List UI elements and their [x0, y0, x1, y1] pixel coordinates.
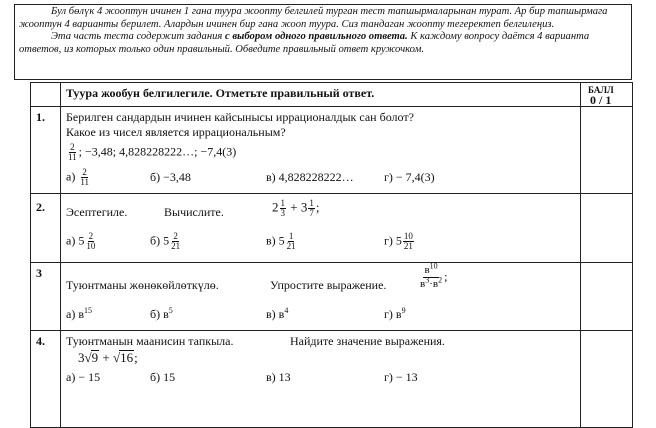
answer-option-b[interactable]: б) 5 $\frac{2}{21}$: [150, 231, 181, 251]
column-divider: [580, 82, 581, 428]
answer-option-a[interactable]: а) $\frac{2}{11}$: [66, 167, 89, 187]
answer-option-b[interactable]: б) $в^5$: [150, 306, 173, 321]
question-number: 2.: [36, 200, 45, 214]
answer-option-d[interactable]: г) − 13: [384, 370, 418, 384]
math-expression: 2 $\frac{1}{3}$ + 3 $\frac{1}{7}$ ;: [272, 198, 320, 218]
math-expression: 3√9 + √16;: [78, 350, 138, 365]
answer-option-d[interactable]: г) − 7,4(3): [384, 170, 435, 184]
instructions-box: [14, 4, 632, 80]
answer-option-c[interactable]: в) 5 $\frac{1}{21}$: [266, 231, 296, 251]
answer-option-d[interactable]: г) $в^9$: [384, 306, 406, 321]
question-text-russian: Упростите выражение.: [270, 278, 387, 292]
table-instruction: Туура жообун белгилегиле. Отметьте правильный ответ.: [66, 86, 375, 100]
question-text-kyrgyz: Эсептегиле.: [66, 205, 128, 219]
question-number: 1.: [36, 110, 45, 124]
fraction: $\frac{2}{11}$: [80, 167, 89, 187]
row-divider: [30, 193, 633, 194]
score-label: БАЛЛ: [588, 85, 614, 95]
number-list: $\frac{2}{11}$ ; −3,48; 4,828228222…; −7,4(3): [68, 142, 237, 162]
question-text-kyrgyz: Берилген сандардын ичинен кайсынысы иррационалдык сан болот?: [66, 110, 414, 124]
question-text-kyrgyz: Туюнтманы жөнөкөйлөткүлө.: [66, 278, 219, 292]
instructions-kyrgyz: Бул бөлүк 4 жооптун ичинен 1 гана туура жоопту белгилей турган тест тапшырмаларынан турат. Ар бир тапшырмага жооптун 4 варианты берилет. Алардын ичинен бир гана жооп туура. Сиз тандаган жоопту тегеректеп белгилеңиз.: [19, 6, 608, 30]
question-text-kyrgyz: Туюнтманын маанисин тапкыла.: [66, 334, 234, 348]
row-divider: [30, 106, 633, 107]
answer-option-b[interactable]: б) −3,48: [150, 170, 191, 184]
answer-option-c[interactable]: в) 4,828228222…: [266, 170, 354, 184]
question-number: 3: [36, 266, 42, 280]
answer-option-a[interactable]: а) $в^{15}$: [66, 306, 92, 321]
math-expression: $\frac{в^{10}}{в^3\cdot в^2}$ ;: [420, 261, 448, 290]
score-value: 0 / 1: [590, 93, 612, 107]
answer-option-a[interactable]: а) − 15: [66, 370, 101, 384]
answer-option-a[interactable]: а) 5 $\frac{2}{10}$: [66, 231, 96, 251]
answer-option-d[interactable]: г) 5 $\frac{10}{21}$: [384, 231, 413, 251]
row-divider: [30, 262, 633, 263]
row-divider: [30, 330, 633, 331]
fraction: $\frac{2}{11}$: [68, 142, 77, 162]
answer-option-c[interactable]: в) 13: [266, 370, 291, 384]
answer-option-c[interactable]: в) $в^4$: [266, 306, 289, 321]
question-text-russian: Вычислите.: [164, 205, 224, 219]
column-divider: [60, 82, 61, 428]
question-text-russian: Какое из чисел является иррациональным?: [66, 125, 286, 139]
instructions-russian: Эта часть теста содержит задания с выбором одного правильного ответа. К каждому вопросу даётся 4 варианта ответов, из которых только один правильный. Обведите правильный ответ кружочком.: [19, 31, 590, 55]
question-number: 4.: [36, 334, 45, 348]
question-text-russian: Найдите значение выражения.: [290, 334, 445, 348]
answer-option-b[interactable]: б) 15: [150, 370, 176, 384]
